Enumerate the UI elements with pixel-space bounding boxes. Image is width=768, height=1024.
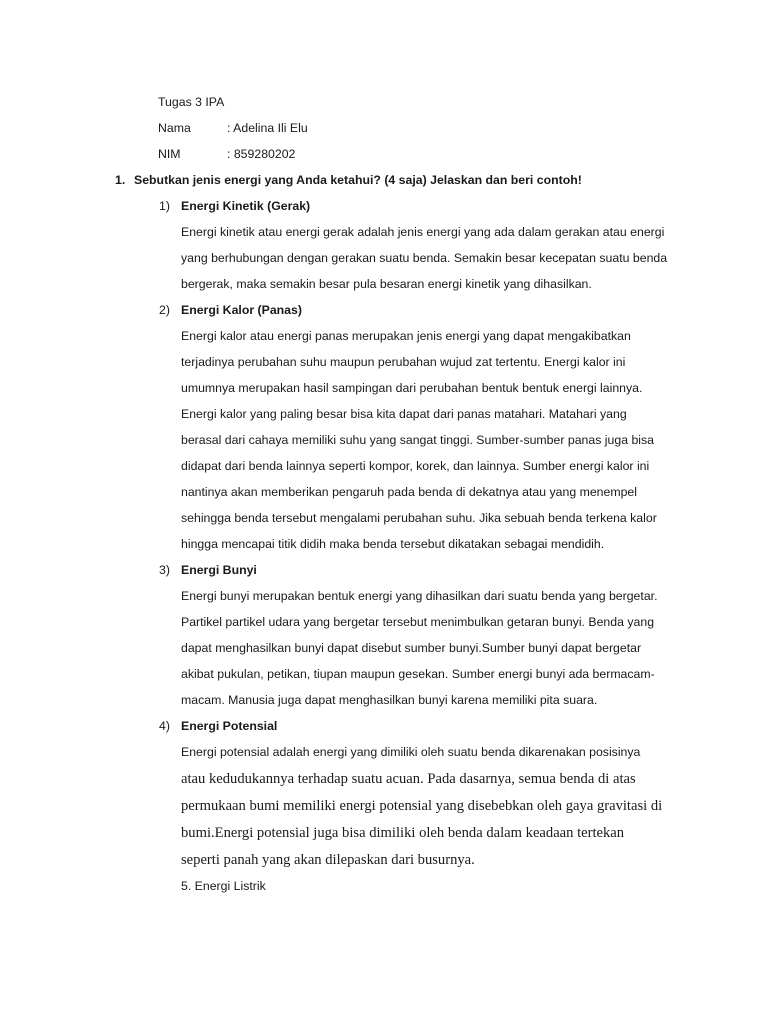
paragraph-line: sehingga benda tersebut mengalami perubahan suhu. Jika sebuah benda terkena kalor <box>181 511 657 525</box>
nim-label: NIM <box>158 147 181 161</box>
item-paragraph-bunyi <box>181 583 691 713</box>
item-title-potensial: Energi Potensial <box>181 719 278 733</box>
paragraph-line: Energi kinetik atau energi gerak adalah jenis energi yang ada dalam gerakan atau energi <box>181 225 665 239</box>
item-paragraph-kinetik <box>181 219 691 297</box>
paragraph-line: seperti panah yang akan dilepaskan dari busurnya. <box>181 852 475 868</box>
paragraph-line: Energi potensial adalah energi yang dimiliki oleh suatu benda dikarenakan posisinya <box>181 745 641 759</box>
document-title: Tugas 3 IPA <box>158 95 225 109</box>
paragraph-line: Partikel partikel udara yang bergetar tersebut menimbulkan getaran bunyi. Benda yang <box>181 615 655 629</box>
paragraph-line: macam. Manusia juga dapat menghasilkan bunyi karena memiliki pita suara. <box>181 693 598 707</box>
name-value: : Adelina Ili Elu <box>227 121 308 135</box>
paragraph-line: berasal dari cahaya memiliki suhu yang sangat tinggi. Sumber-sumber panas juga bisa <box>181 433 655 447</box>
item-title-bunyi: Energi Bunyi <box>181 563 257 577</box>
paragraph-line: didapat dari benda lainnya seperti kompor, korek, dan lainnya. Sumber energi kalor ini <box>181 459 650 473</box>
paragraph-line: Energi kalor yang paling besar bisa kita dapat dari panas matahari. Matahari yang <box>181 407 627 421</box>
paragraph-line: hingga mencapai titik didih maka benda tersebut dikatakan sebagai mendidih. <box>181 537 605 551</box>
item-title-kalor: Energi Kalor (Panas) <box>181 303 302 317</box>
item-number: 2) <box>159 303 170 317</box>
paragraph-line: Energi bunyi merupakan bentuk energi yang dihasilkan dari suatu benda yang bergetar. <box>181 589 658 603</box>
item-title-kinetik: Energi Kinetik (Gerak) <box>181 199 311 213</box>
nim-value: : 859280202 <box>227 147 296 161</box>
paragraph-line: bergerak, maka semakin besar pula besaran energi kinetik yang dihasilkan. <box>181 277 592 291</box>
item-number: 1) <box>159 199 170 213</box>
question-number: 1. <box>115 173 126 187</box>
paragraph-line: atau kedudukannya terhadap suatu acuan. Pada dasarnya, semua benda di atas <box>181 771 636 787</box>
item-number: 4) <box>159 719 170 733</box>
paragraph-line: dapat menghasilkan bunyi dapat disebut sumber bunyi.Sumber bunyi dapat bergetar <box>181 641 642 655</box>
paragraph-line: Energi kalor atau energi panas merupakan jenis energi yang dapat mengakibatkan <box>181 329 631 343</box>
paragraph-line: permukaan bumi memiliki energi potensial yang disebebkan oleh gaya gravitasi di <box>181 798 663 814</box>
item-number: 3) <box>159 563 170 577</box>
paragraph-line: akibat pukulan, petikan, tiupan maupun gesekan. Sumber energi bunyi ada bermacam- <box>181 667 655 681</box>
paragraph-line: umumnya merupakan hasil sampingan dari perubahan bentuk bentuk energi lainnya. <box>181 381 643 395</box>
paragraph-line: terjadinya perubahan suhu maupun perubahan wujud zat tertentu. Energi kalor ini <box>181 355 626 369</box>
paragraph-line: bumi.Energi potensial juga bisa dimiliki oleh benda dalam keadaan tertekan <box>181 825 625 841</box>
trailing-item-listrik: 5. Energi Listrik <box>181 879 266 893</box>
item-paragraph-potensial <box>181 739 691 874</box>
paragraph-line: nantinya akan memberikan pengaruh pada benda di dekatnya atau yang menempel <box>181 485 637 499</box>
item-paragraph-kalor <box>181 323 691 557</box>
question-text: Sebutkan jenis energi yang Anda ketahui? (4 saja) Jelaskan dan beri contoh! <box>134 173 582 187</box>
name-label: Nama <box>158 121 191 135</box>
paragraph-line: yang berhubungan dengan gerakan suatu benda. Semakin besar kecepatan suatu benda <box>181 251 668 265</box>
